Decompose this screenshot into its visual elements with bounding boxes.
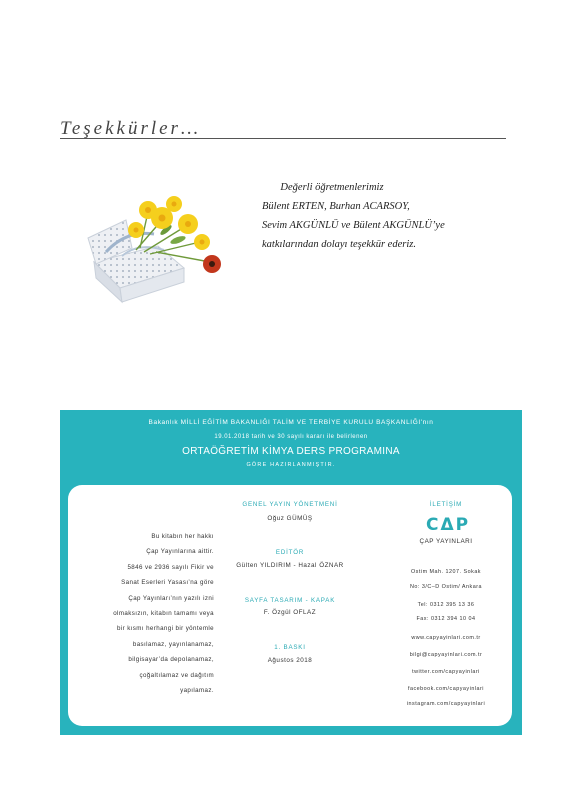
copyright-line: Bu kitabın her hakkı [151, 533, 214, 540]
copyright-line: olmaksızın, kitabın tamamı veya [113, 610, 214, 618]
copyright-line: bir kısmı herhangi bir yöntemle [117, 625, 214, 633]
management-name: Oğuz GÜMÜŞ [267, 515, 313, 522]
address-line-1: Ostim Mah. 1207. Sokak [410, 569, 482, 575]
editor-names: Gülten YILDIRIM - Hazal ÖZNAR [236, 562, 344, 569]
contact-label: İLETİŞİM [429, 501, 463, 508]
print-label: 1. BASKI [274, 644, 306, 651]
design-label: SAYFA TASARIM - KAPAK [244, 597, 336, 604]
print-date: Ağustos 2018 [267, 657, 313, 664]
copyright-line: Sanat Eserleri Yasası’na göre [121, 579, 214, 587]
heading-text: Teşekkürler… [60, 118, 201, 139]
thanks-line: Sevim AKGÜNLÜ ve Bülent AKGÜNLÜ’ye [262, 220, 445, 231]
thanks-note [262, 178, 445, 254]
thanks-line: Değerli öğretmenlerimiz [280, 182, 384, 193]
program-title: ORTAÖĞRETİM KİMYA DERS PROGRAMINA [182, 446, 400, 457]
copyright-line: Çap Yayınlarına aittir. [146, 548, 214, 556]
decision-line: 19.01.2018 tarih ve 30 sayılı kararı ile belirlenen [214, 434, 368, 440]
copyright-line: çoğaltılamaz ve dağıtım [139, 671, 214, 679]
copyright-line: bilgisayar’da depolanamaz, [128, 656, 214, 664]
phone-number: Tel: 0312 395 13 36 [417, 602, 475, 608]
ministry-line: Bakanlık MİLLİ EĞİTİM BAKANLIĞI TALİM VE TERBİYE KURULU BAŞKANLIĞI'nın [148, 419, 434, 426]
email-link[interactable]: bilgi@capyayinlari.com.tr [409, 652, 483, 658]
design-name: F. Özgül OFLAZ [263, 609, 317, 616]
facebook-link[interactable]: facebook.com/capyayinlari [407, 686, 485, 692]
copyright-notice [74, 529, 214, 698]
copyright-line: Çap Yayınları’nın yazılı izni [128, 594, 214, 602]
imprint-card [68, 485, 512, 726]
logo-text: CΔP [426, 515, 471, 535]
imprint-panel [60, 410, 522, 735]
address-line-2: No: 3/C–D Ostim/ Ankara [409, 584, 482, 590]
management-label: GENEL YAYIN YÖNETMENİ [242, 501, 338, 508]
twitter-link[interactable]: twitter.com/capyayinlari [412, 669, 480, 675]
publisher-name: ÇAP YAYINLARI [419, 538, 473, 545]
copyright-line: basılamaz, yayınlanamaz, [132, 640, 214, 648]
instagram-link[interactable]: instagram.com/capyayinlari [406, 701, 486, 707]
copyright-line: yapılamaz. [180, 687, 214, 695]
website-link[interactable]: www.capyayinlari.com.tr [411, 635, 481, 641]
page-heading [60, 118, 506, 139]
publisher-logo [426, 515, 470, 533]
editor-label: EDİTÖR [275, 549, 305, 556]
thanks-line: katkılarından dolayı teşekkür ederiz. [262, 239, 416, 250]
copyright-line: 5846 ve 2936 sayılı Fikir ve [127, 563, 214, 571]
prepared-line: GÖRE HAZIRLANMIŞTIR. [246, 462, 336, 468]
thanks-line: Bülent ERTEN, Burhan ACARSOY, [262, 201, 410, 212]
flower-gift-image [66, 190, 226, 310]
fax-number: Fax: 0312 394 10 04 [416, 616, 476, 622]
